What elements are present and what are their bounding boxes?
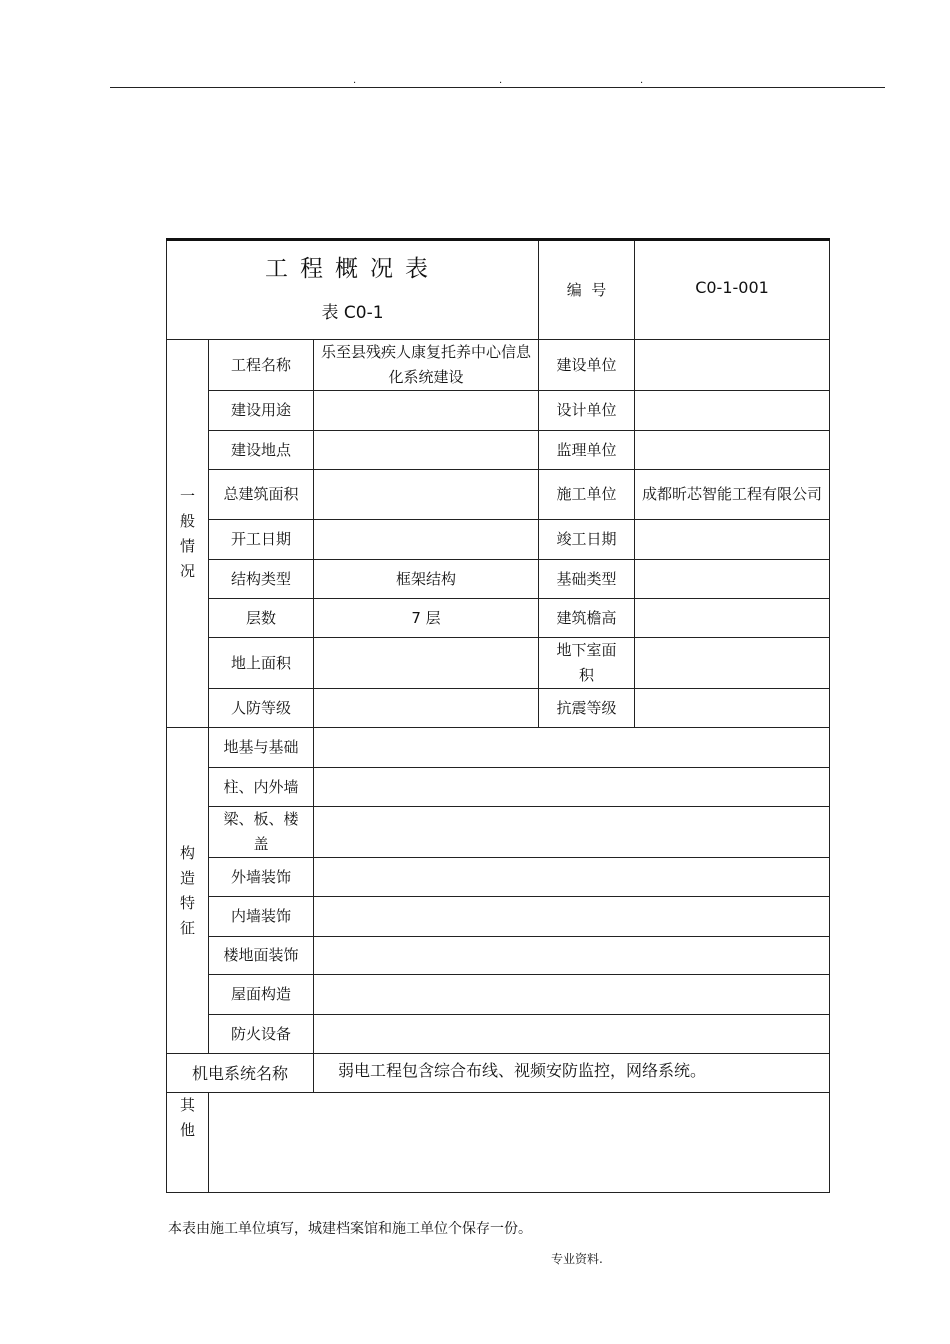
project-overview-table [166,238,830,1193]
field-label: 总建筑面积 [209,470,314,520]
form-title: 工程概况表 [265,256,440,282]
field-value[interactable] [314,689,539,728]
field-value[interactable] [314,391,539,431]
field-label: 建设用途 [209,391,314,431]
section-structure-char: 特 [179,893,195,912]
field-value[interactable] [635,689,830,728]
field-label: 外墙装饰 [209,858,314,897]
field-value[interactable] [635,560,830,599]
field-label: 建设地点 [209,431,314,470]
header-dot: . [353,75,357,86]
field-value[interactable] [314,431,539,470]
field-label: 结构类型 [209,560,314,599]
field-label: 内墙装饰 [209,897,314,937]
field-label: 梁、板、楼盖 [209,807,314,858]
footer-text: 专业资料. [551,1252,603,1266]
field-label: 建筑檐高 [539,599,635,638]
header-dot: . [499,75,503,86]
section-general-char: 一 [179,486,195,505]
section-general [167,340,209,728]
header-rule [110,87,885,88]
field-value[interactable] [314,897,830,937]
field-value[interactable] [314,858,830,897]
form-subtitle: 表 C0-1 [321,303,384,323]
field-value[interactable] [314,470,539,520]
field-label: 柱、内外墙 [209,768,314,807]
field-label: 地基与基础 [209,728,314,768]
footnote: 本表由施工单位填写，城建档案馆和施工单位个保存一份。 [168,1221,532,1237]
field-value[interactable] [635,638,830,689]
field-label: 抗震等级 [539,689,635,728]
mep-label: 机电系统名称 [167,1054,314,1093]
field-value[interactable] [314,937,830,975]
field-label: 竣工日期 [539,520,635,560]
section-structure-char: 构 [179,843,195,862]
field-value[interactable] [314,807,830,858]
field-label: 基础类型 [539,560,635,599]
field-label: 屋面构造 [209,975,314,1015]
other-value[interactable] [209,1093,830,1193]
field-label: 设计单位 [539,391,635,431]
field-label: 建设单位 [539,340,635,391]
mep-value[interactable]: 弱电工程包含综合布线、视频安防监控，网络系统。 [314,1054,830,1093]
field-value[interactable] [635,431,830,470]
field-label: 防火设备 [209,1015,314,1054]
section-general-char: 情 [179,536,195,555]
section-general-char: 般 [179,511,195,530]
field-value[interactable] [635,340,830,391]
field-value[interactable] [314,975,830,1015]
section-other [167,1093,209,1193]
field-label: 人防等级 [209,689,314,728]
project-name-value[interactable]: 乐至县残疾人康复托养中心信息化系统建设 [314,340,539,391]
field-label: 监理单位 [539,431,635,470]
field-label: 开工日期 [209,520,314,560]
section-general-char: 况 [179,561,195,580]
field-value[interactable] [314,638,539,689]
field-value[interactable]: 7 层 [314,599,539,638]
field-value[interactable] [635,599,830,638]
field-value[interactable] [635,520,830,560]
section-other-char: 其 [179,1096,195,1114]
field-value[interactable] [314,1015,830,1054]
field-value[interactable] [314,728,830,768]
number-label: 编 号 [539,240,635,340]
section-structure-char: 造 [179,868,195,887]
field-label: 施工单位 [539,470,635,520]
field-value[interactable] [635,391,830,431]
header-dot: . [640,75,644,86]
number-value[interactable]: C0-1-001 [635,240,830,340]
section-structure [167,728,209,1054]
field-value[interactable] [314,768,830,807]
section-other-char: 他 [179,1121,195,1139]
section-structure-char: 征 [179,918,195,937]
field-label: 工程名称 [209,340,314,391]
field-label: 地下室面积 [539,638,635,689]
field-label: 地上面积 [209,638,314,689]
field-label: 层数 [209,599,314,638]
field-value[interactable]: 框架结构 [314,560,539,599]
title-cell [167,240,539,340]
field-label: 楼地面装饰 [209,937,314,975]
field-value[interactable] [314,520,539,560]
contractor-value[interactable]: 成都昕芯智能工程有限公司 [635,470,830,520]
